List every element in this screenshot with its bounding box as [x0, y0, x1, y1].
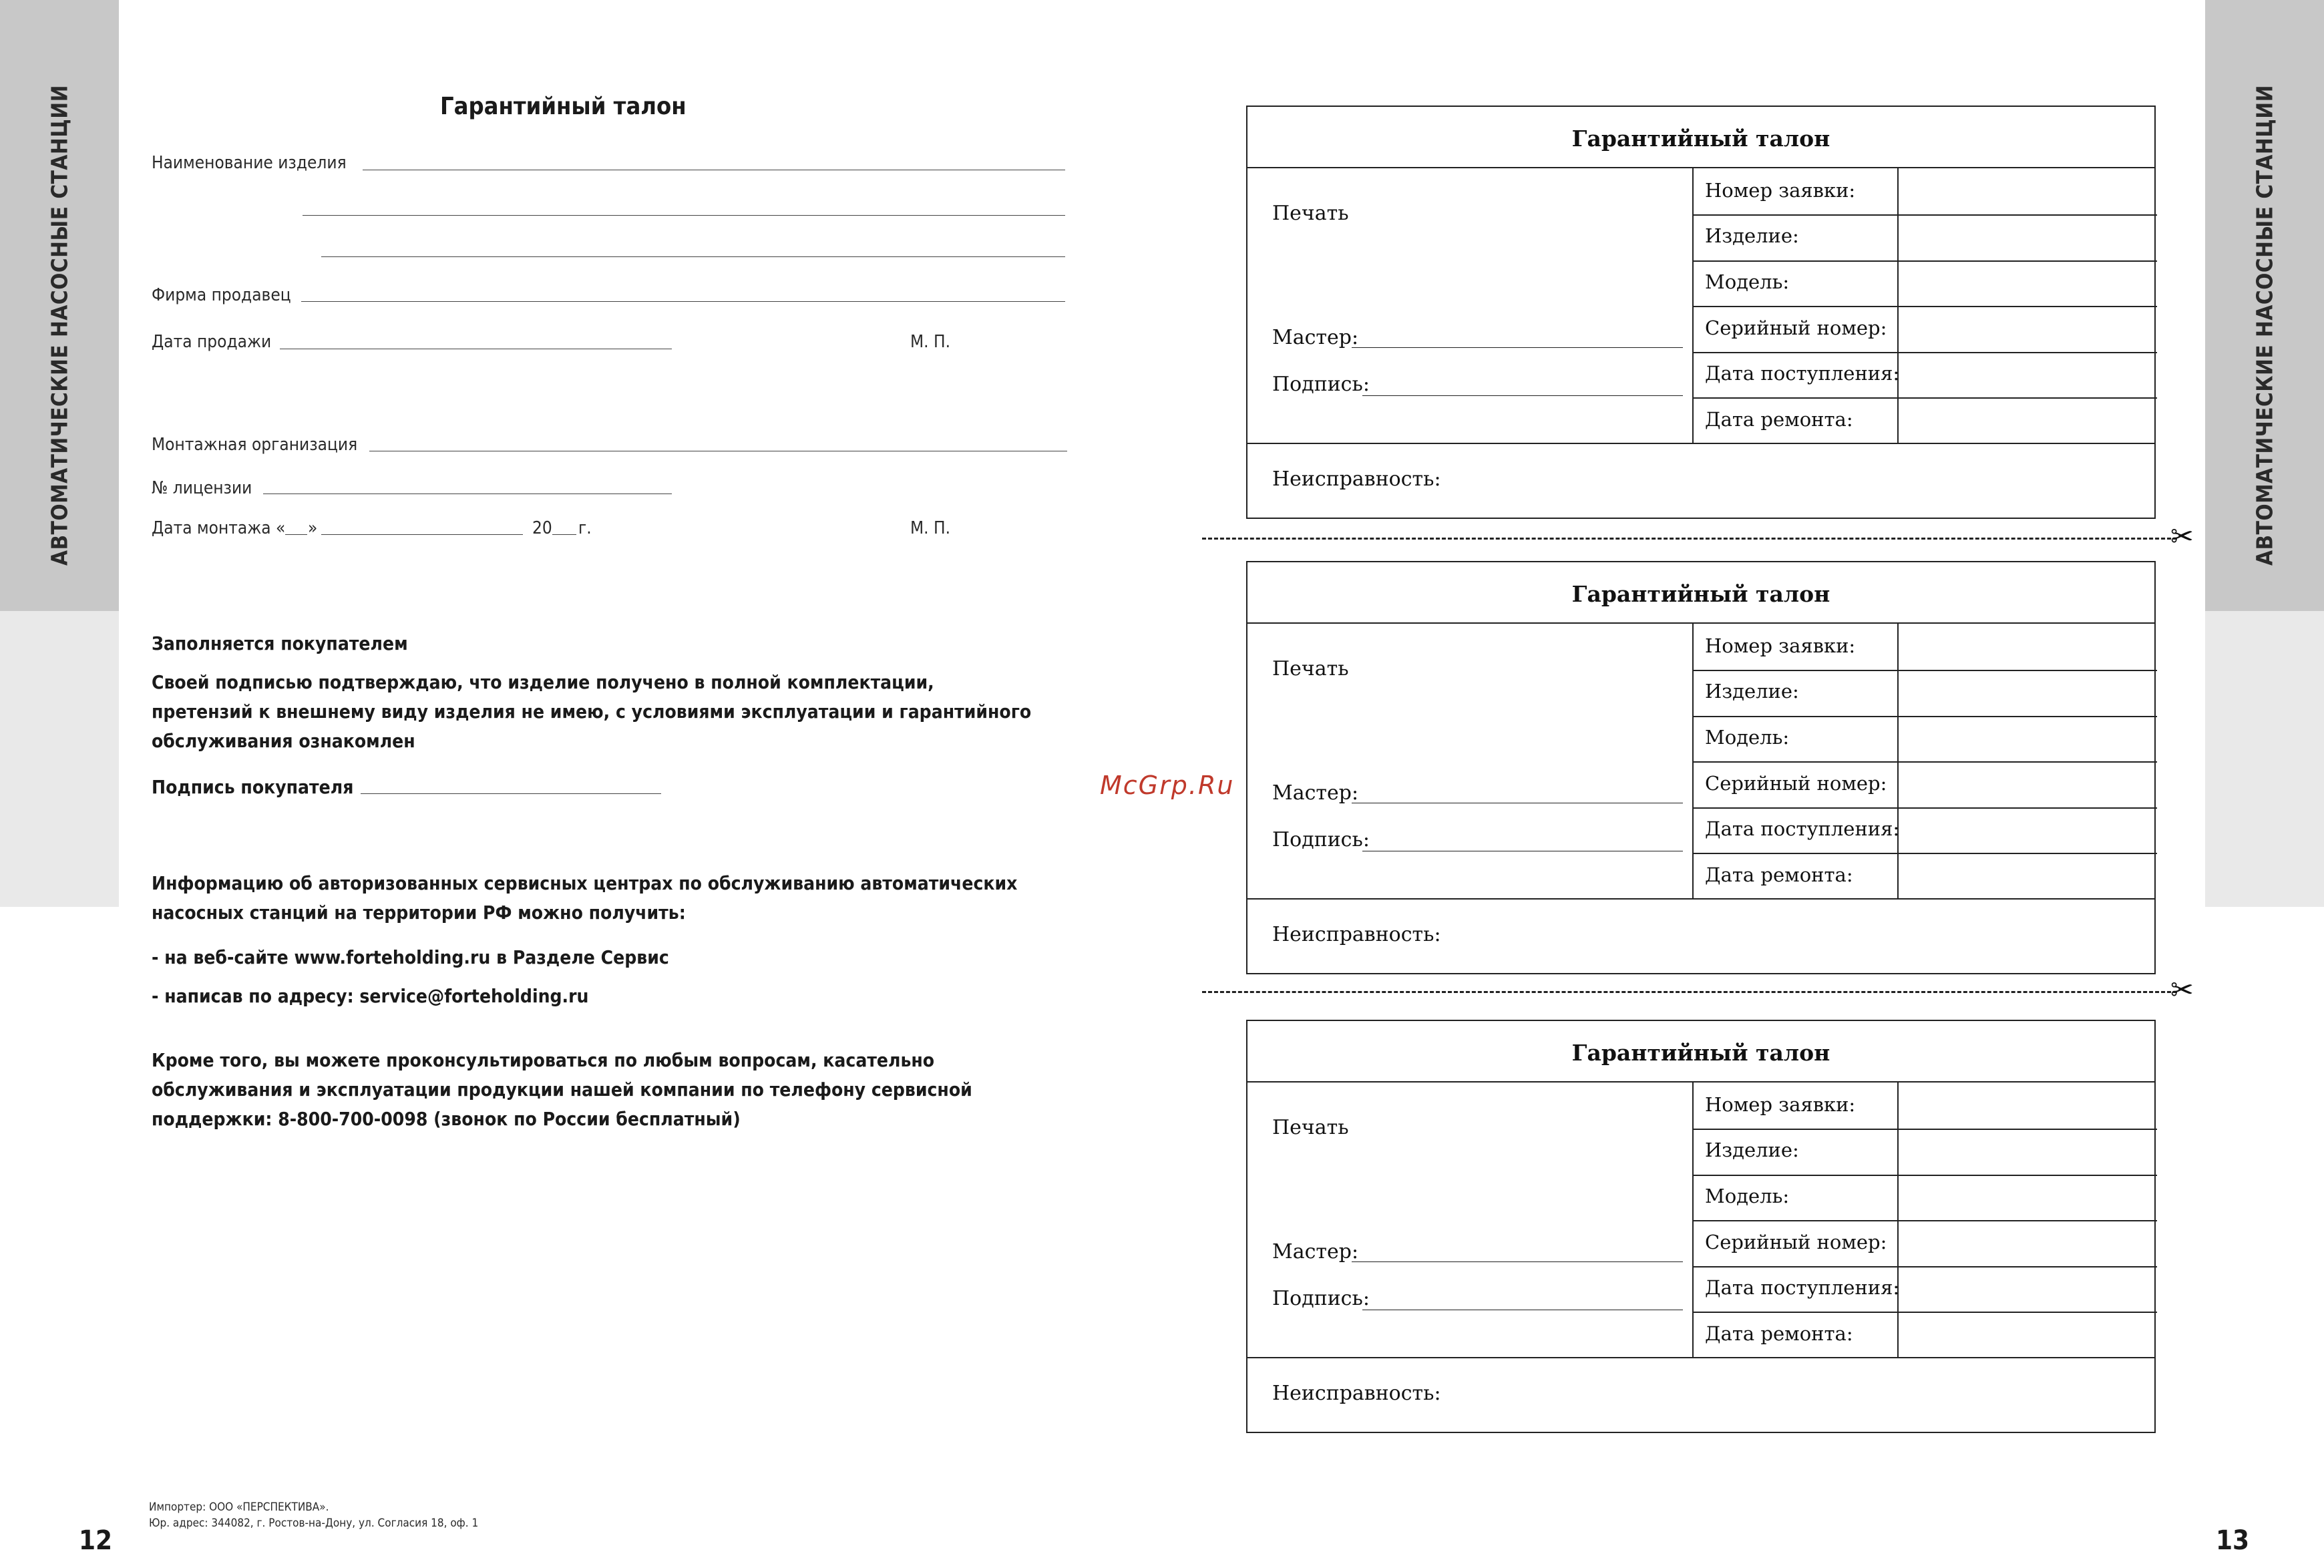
- year-suffix: г.: [578, 518, 592, 538]
- field-model: Модель:: [1705, 1185, 1790, 1207]
- field-product: Изделие:: [1705, 224, 1799, 247]
- coupon-master: Мастер:: [1272, 1240, 1359, 1263]
- master-line[interactable]: [1352, 347, 1683, 348]
- coupon-title: Гарантийный талон: [1247, 562, 2154, 624]
- signature-line[interactable]: [1362, 395, 1683, 396]
- field-arrival-date: Дата поступления:: [1705, 817, 1900, 840]
- field-product: Изделие:: [1705, 1139, 1799, 1161]
- footer-address: Юр. адрес: 344082, г. Ростов-на-Дону, ул. Согласия 18, оф. 1: [149, 1517, 479, 1530]
- install-date-label: Дата монтажа «: [152, 518, 286, 538]
- coupon-signature: Подпись:: [1272, 373, 1370, 396]
- info-mail: - написав по адресу: service@forteholding.ru: [152, 985, 589, 1007]
- buyer-sign-line[interactable]: [361, 793, 661, 794]
- buyer-text: Своей подписью подтверждаю, что изделие получено в полной комплектации, претензий к внешнему виду изделия не имею, с условиями эксплуатации и гарантийного обслуживания ознакомлен: [152, 671, 1032, 752]
- field-repair-date: Дата ремонта:: [1705, 1322, 1853, 1345]
- page-number-left: 12: [79, 1525, 113, 1556]
- warranty-coupon-3: [1246, 1020, 2156, 1433]
- field-request-number: Номер заявки:: [1705, 634, 1856, 657]
- coupon-stamp: Печать: [1272, 657, 1349, 680]
- scissors-icon: ✂: [2170, 518, 2194, 554]
- coupon-defect: Неисправность:: [1272, 467, 1441, 491]
- field-arrival-date: Дата поступления:: [1705, 1276, 1900, 1299]
- info-web: - на веб-сайте www.forteholding.ru в Разделе Сервис: [152, 946, 669, 968]
- field-product: Изделие:: [1705, 680, 1799, 703]
- seller-label: Фирма продавец: [152, 285, 291, 305]
- field-request-number: Номер заявки:: [1705, 179, 1856, 202]
- installer-label: Монтажная организация: [152, 435, 358, 455]
- product-label: Наименование изделия: [152, 153, 347, 173]
- master-line[interactable]: [1352, 1261, 1683, 1262]
- coupon-signature: Подпись:: [1272, 1287, 1370, 1310]
- license-label: № лицензии: [152, 478, 252, 498]
- watermark: McGrp.Ru: [1100, 771, 1235, 800]
- sale-date-label: Дата продажи: [152, 332, 272, 352]
- field-serial-number: Серийный номер:: [1705, 1231, 1887, 1253]
- buyer-heading: Заполняется покупателем: [152, 632, 408, 654]
- info-text: Информацию об авторизованных сервисных центрах по обслуживанию автоматических насосных станций на территории РФ можно получить:: [152, 872, 1018, 924]
- coupon-master: Мастер:: [1272, 326, 1359, 349]
- consult-text: Кроме того, вы можете проконсультироваться по любым вопросам, касательно обслуживания и эксплуатации продукции нашей компании по телефону сервисной поддержки: 8-800-700-0098 (звонок по России бесплатный): [152, 1049, 972, 1130]
- stamp-label-2: М. П.: [910, 518, 951, 538]
- install-date-quote: »: [308, 518, 318, 538]
- left-side-tab: [0, 0, 119, 907]
- coupon-signature: Подпись:: [1272, 828, 1370, 851]
- product-line-3[interactable]: [321, 256, 1065, 257]
- warranty-coupon-1: [1246, 106, 2156, 519]
- coupon-master: Мастер:: [1272, 781, 1359, 805]
- field-repair-date: Дата ремонта:: [1705, 408, 1853, 431]
- field-repair-date: Дата ремонта:: [1705, 863, 1853, 886]
- right-side-tab: [2205, 0, 2324, 907]
- footer-importer: Импортер: ООО «ПЕРСПЕКТИВА».: [149, 1501, 329, 1514]
- field-arrival-date: Дата поступления:: [1705, 362, 1900, 385]
- coupon-title: Гарантийный талон: [1247, 107, 2154, 168]
- coupon-defect: Неисправность:: [1272, 923, 1441, 946]
- field-serial-number: Серийный номер:: [1705, 772, 1887, 795]
- field-model: Модель:: [1705, 270, 1790, 293]
- install-month-line[interactable]: [321, 534, 523, 535]
- warranty-coupon-2: [1246, 561, 2156, 974]
- stamp-label-1: М. П.: [910, 332, 951, 352]
- seller-line[interactable]: [301, 301, 1065, 302]
- side-label-right: АВТОМАТИЧЕСКИЕ НАСОСНЫЕ СТАНЦИИ: [2251, 85, 2278, 566]
- scissors-icon: ✂: [2170, 972, 2194, 1008]
- field-model: Модель:: [1705, 726, 1790, 749]
- page-number-right: 13: [2216, 1525, 2250, 1556]
- buyer-sign-label: Подпись покупателя: [152, 776, 354, 798]
- field-request-number: Номер заявки:: [1705, 1093, 1856, 1116]
- year-prefix: 20: [532, 518, 552, 538]
- cut-line-1: [1202, 538, 2177, 540]
- product-line-2[interactable]: [303, 215, 1065, 216]
- field-serial-number: Серийный номер:: [1705, 317, 1887, 339]
- coupon-title: Гарантийный талон: [1247, 1021, 2154, 1083]
- cut-line-2: [1202, 991, 2177, 993]
- side-label-left: АВТОМАТИЧЕСКИЕ НАСОСНЫЕ СТАНЦИИ: [46, 85, 73, 566]
- coupon-stamp: Печать: [1272, 202, 1349, 225]
- page-title: Гарантийный талон: [440, 93, 687, 120]
- coupon-defect: Неисправность:: [1272, 1382, 1441, 1405]
- install-year-line[interactable]: [552, 534, 576, 535]
- coupon-stamp: Печать: [1272, 1116, 1349, 1139]
- install-day-line[interactable]: [285, 534, 307, 535]
